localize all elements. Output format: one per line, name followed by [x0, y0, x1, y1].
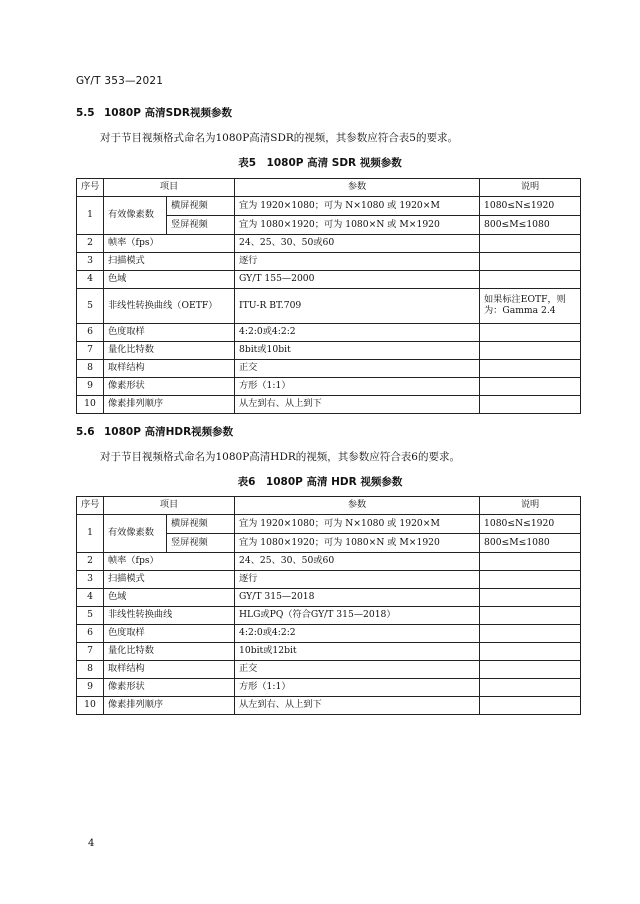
row-note: [480, 643, 581, 661]
row-note: [480, 571, 581, 589]
row-param: 宜为 1080×1920；可为 1080×N 或 M×1920: [235, 216, 480, 235]
row-item: 扫描模式: [104, 253, 235, 271]
table-row: [77, 625, 581, 643]
table-row: [77, 643, 581, 661]
section-title: 1080P 高清HDR视频参数: [104, 426, 234, 438]
row-param: 正交: [235, 661, 480, 679]
row-subitem: 横屏视频: [167, 197, 235, 216]
row-note: [480, 396, 581, 414]
row-item: 量化比特数: [104, 643, 235, 661]
header-item: 项目: [104, 497, 235, 515]
section-intro: 对于节目视频格式命名为1080P高清HDR的视频，其参数应符合表6的要求。: [100, 451, 460, 463]
row-item: 像素排列顺序: [104, 396, 235, 414]
table-row: [77, 378, 581, 396]
header-note: 说明: [480, 179, 581, 197]
header-seq: 序号: [77, 497, 104, 515]
row-seq: 4: [77, 589, 104, 607]
row-note: 1080≤N≤1920: [480, 515, 581, 534]
row-note: [480, 271, 581, 289]
row-note: [480, 697, 581, 715]
table-body: [77, 497, 581, 715]
row-note: [480, 378, 581, 396]
row-item: 像素排列顺序: [104, 697, 235, 715]
row-param: HLG或PQ（符合GY/T 315—2018）: [235, 607, 480, 625]
row-param: 逐行: [235, 571, 480, 589]
table-row: [77, 360, 581, 378]
row-seq: 2: [77, 553, 104, 571]
row-item: 非线性转换曲线（OETF）: [104, 289, 235, 324]
table-title: 表6 1080P 高清 HDR 视频参数: [237, 476, 403, 488]
row-subitem: 竖屏视频: [167, 216, 235, 235]
document-id: GY/T 353—2021: [76, 75, 164, 87]
row-item: 非线性转换曲线: [104, 607, 235, 625]
table-row: [77, 324, 581, 342]
row-seq: 10: [77, 697, 104, 715]
row-note: [480, 607, 581, 625]
row-seq: 9: [77, 378, 104, 396]
row-seq: 7: [77, 342, 104, 360]
row-item: 帧率（fps）: [104, 235, 235, 253]
row-note: [480, 553, 581, 571]
row-seq: 1: [77, 197, 104, 235]
row-note: [480, 360, 581, 378]
row-param: 24、25、30、50或60: [235, 235, 480, 253]
header-param: 参数: [235, 179, 480, 197]
row-item: 色度取样: [104, 324, 235, 342]
row-param: 24、25、30、50或60: [235, 553, 480, 571]
section-intro: 对于节目视频格式命名为1080P高清SDR的视频，其参数应符合表5的要求。: [100, 132, 458, 144]
row-param: 逐行: [235, 253, 480, 271]
row-param: 从左到右、从上到下: [235, 697, 480, 715]
section-heading-5-5: [76, 105, 232, 120]
row-note: [480, 253, 581, 271]
row-seq: 6: [77, 625, 104, 643]
table-header-row: [77, 497, 581, 515]
page-number: 4: [88, 838, 95, 849]
row-item: 色域: [104, 589, 235, 607]
table-row: [77, 342, 581, 360]
row-note: [480, 324, 581, 342]
row-seq: 1: [77, 515, 104, 553]
table-row: [77, 661, 581, 679]
row-seq: 6: [77, 324, 104, 342]
row-seq: 8: [77, 661, 104, 679]
table-row: [77, 607, 581, 625]
row-param: GY/T 315—2018: [235, 589, 480, 607]
parameter-table-6: [76, 496, 581, 715]
row-item: 扫描模式: [104, 571, 235, 589]
section-heading-5-6: [76, 424, 233, 439]
row-param: 正交: [235, 360, 480, 378]
row-note: [480, 625, 581, 643]
table-row: [77, 289, 581, 324]
table-row: [77, 553, 581, 571]
row-note: [480, 679, 581, 697]
table-row: [77, 515, 581, 534]
table-row: [77, 235, 581, 253]
row-note: [480, 235, 581, 253]
header-note: 说明: [480, 497, 581, 515]
row-seq: 10: [77, 396, 104, 414]
table-row: [77, 253, 581, 271]
row-item: 帧率（fps）: [104, 553, 235, 571]
row-seq: 9: [77, 679, 104, 697]
row-item: 取样结构: [104, 661, 235, 679]
row-param: 方形（1:1）: [235, 679, 480, 697]
row-item: 像素形状: [104, 378, 235, 396]
table-title: 表5 1080P 高清 SDR 视频参数: [238, 157, 402, 169]
table-row: [77, 396, 581, 414]
header-seq: 序号: [77, 179, 104, 197]
table-row: [77, 697, 581, 715]
table-row: [77, 679, 581, 697]
row-seq: 3: [77, 253, 104, 271]
row-note: [480, 589, 581, 607]
row-note: 800≤M≤1080: [480, 534, 581, 553]
section-title: 1080P 高清SDR视频参数: [104, 107, 232, 119]
row-seq: 7: [77, 643, 104, 661]
row-subitem: 竖屏视频: [167, 534, 235, 553]
row-item: 取样结构: [104, 360, 235, 378]
row-param: 4:2:0或4:2:2: [235, 625, 480, 643]
row-param: ITU-R BT.709: [235, 289, 480, 324]
row-seq: 3: [77, 571, 104, 589]
row-note: [480, 342, 581, 360]
row-item: 色域: [104, 271, 235, 289]
table-body: [77, 179, 581, 414]
section-number: 5.5: [76, 107, 95, 119]
row-note: 1080≤N≤1920: [480, 197, 581, 216]
row-param: 4:2:0或4:2:2: [235, 324, 480, 342]
row-item: 色度取样: [104, 625, 235, 643]
header-param: 参数: [235, 497, 480, 515]
table-row: [77, 589, 581, 607]
section-number: 5.6: [76, 426, 95, 438]
row-param: 宜为 1920×1080；可为 N×1080 或 1920×M: [235, 515, 480, 534]
table-header-row: [77, 179, 581, 197]
row-item: 有效像素数: [104, 515, 167, 553]
row-param: 8bit或10bit: [235, 342, 480, 360]
row-seq: 8: [77, 360, 104, 378]
row-item: 量化比特数: [104, 342, 235, 360]
row-param: 宜为 1080×1920；可为 1080×N 或 M×1920: [235, 534, 480, 553]
row-subitem: 横屏视频: [167, 515, 235, 534]
row-item: 有效像素数: [104, 197, 167, 235]
row-item: 像素形状: [104, 679, 235, 697]
row-param: 10bit或12bit: [235, 643, 480, 661]
row-note: 800≤M≤1080: [480, 216, 581, 235]
row-note: [480, 661, 581, 679]
row-seq: 4: [77, 271, 104, 289]
row-seq: 5: [77, 289, 104, 324]
row-param: GY/T 155—2000: [235, 271, 480, 289]
parameter-table-5: [76, 178, 581, 414]
header-item: 项目: [104, 179, 235, 197]
row-param: 方形（1:1）: [235, 378, 480, 396]
row-seq: 5: [77, 607, 104, 625]
row-seq: 2: [77, 235, 104, 253]
table-row: [77, 271, 581, 289]
table-row: [77, 571, 581, 589]
row-param: 宜为 1920×1080；可为 N×1080 或 1920×M: [235, 197, 480, 216]
row-param: 从左到右、从上到下: [235, 396, 480, 414]
row-note: 如果标注EOTF，则为：Gamma 2.4: [480, 289, 581, 324]
table-row: [77, 197, 581, 216]
